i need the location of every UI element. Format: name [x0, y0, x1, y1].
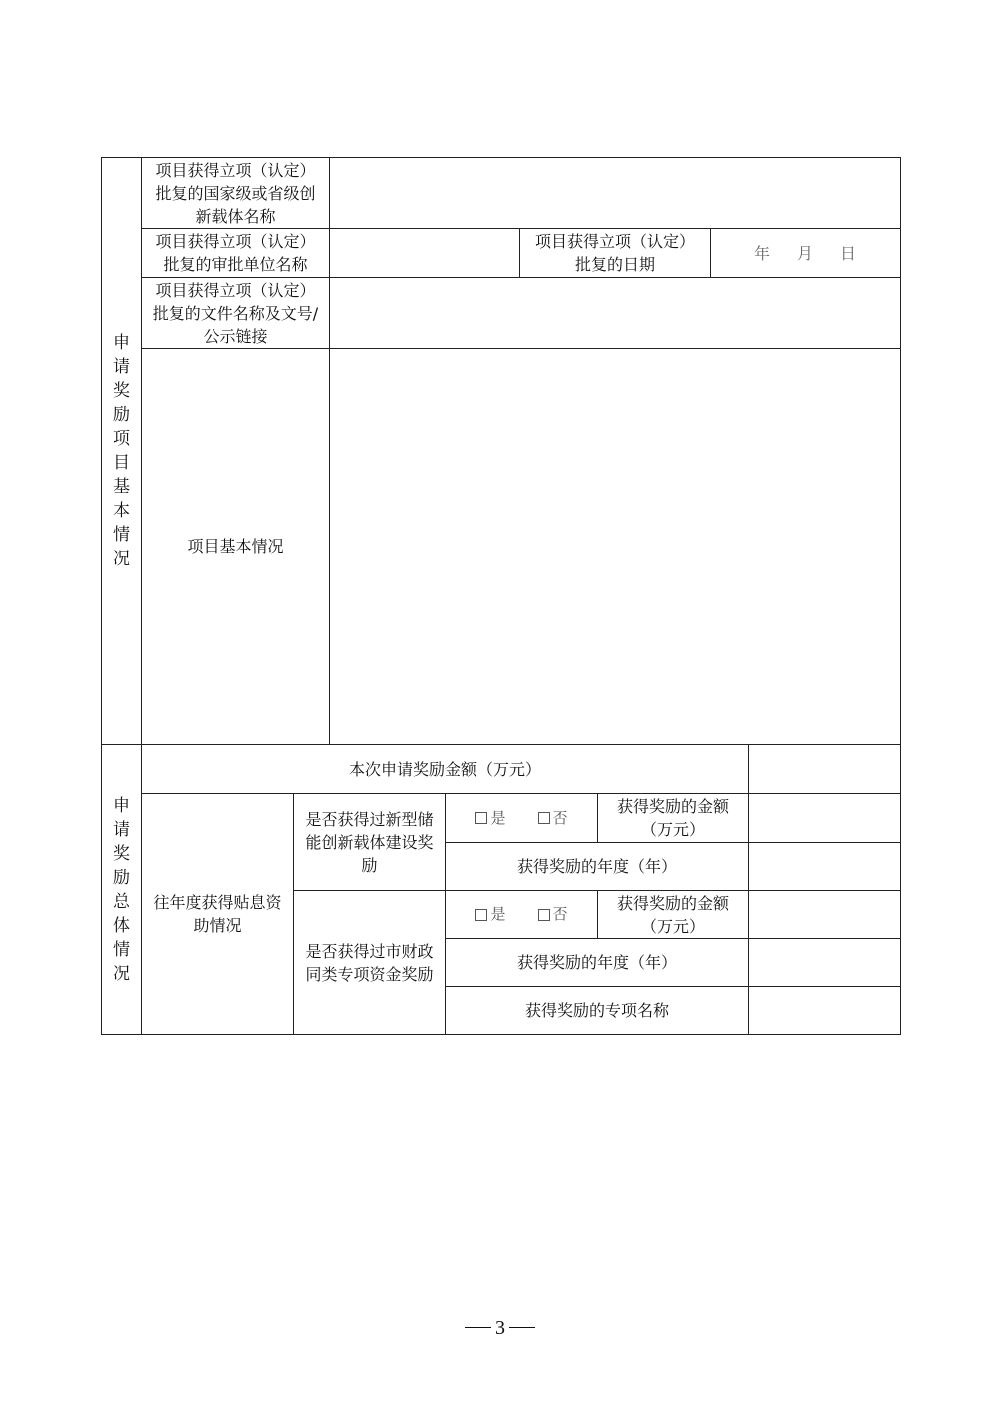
q2-no-checkbox[interactable]: [538, 909, 550, 921]
q1-yes-checkbox[interactable]: [475, 812, 487, 824]
q2-yes-checkbox[interactable]: [475, 909, 487, 921]
q1-yes-no-options: 是 否: [445, 793, 598, 843]
carrier-name-field[interactable]: [329, 157, 901, 229]
q2-yes-no-options: 是 否: [445, 890, 598, 939]
date-day: 日: [840, 243, 858, 263]
date-year: 年: [753, 243, 771, 263]
carrier-name-label: 项目获得立项（认定）批复的国家级或省级创新载体名称: [141, 157, 330, 229]
q2-award-name-label: 获得奖励的专项名称: [445, 986, 749, 1035]
project-basic-info-field[interactable]: [329, 348, 901, 745]
q2-award-amount-label: 获得奖励的金额（万元）: [597, 890, 749, 939]
q1-award-year-field[interactable]: [748, 842, 901, 891]
approval-unit-field[interactable]: [329, 228, 520, 278]
section-award-summary-title: 申 请 奖 励 总 体 情 况: [101, 744, 142, 1035]
history-subsidy-label: 往年度获得贴息资助情况: [141, 793, 294, 1035]
apply-amount-label: 本次申请奖励金额（万元）: [141, 744, 749, 794]
apply-amount-field[interactable]: [748, 744, 901, 794]
approval-unit-label: 项目获得立项（认定）批复的审批单位名称: [141, 228, 330, 278]
q1-award-year-label: 获得奖励的年度（年）: [445, 842, 749, 891]
q2-award-year-label: 获得奖励的年度（年）: [445, 938, 749, 987]
project-basic-info-label: 项目基本情况: [141, 348, 330, 745]
section-basic-info-title: 申 请 奖 励 项 目 基 本 情 况: [101, 157, 142, 745]
date-month: 月: [796, 243, 814, 263]
approval-date-field[interactable]: [710, 228, 901, 278]
page-dash-right: [509, 1327, 535, 1328]
application-form-table: [101, 157, 901, 1035]
q-city-fund-award-label: 是否获得过市财政同类专项资金奖励: [293, 890, 446, 1035]
q1-award-amount-field[interactable]: [748, 793, 901, 843]
approval-date-label: 项目获得立项（认定）批复的日期: [519, 228, 711, 278]
q-storage-award-label: 是否获得过新型储能创新载体建设奖励: [293, 793, 446, 891]
q1-no-checkbox[interactable]: [538, 812, 550, 824]
q2-award-name-field[interactable]: [748, 986, 901, 1035]
page-number: 3: [0, 1317, 1000, 1340]
document-name-label: 项目获得立项（认定）批复的文件名称及文号/公示链接: [141, 277, 330, 349]
document-name-field[interactable]: [329, 277, 901, 349]
q2-award-amount-field[interactable]: [748, 890, 901, 939]
q2-award-year-field[interactable]: [748, 938, 901, 987]
page-dash-left: [465, 1327, 491, 1328]
q1-award-amount-label: 获得奖励的金额（万元）: [597, 793, 749, 843]
